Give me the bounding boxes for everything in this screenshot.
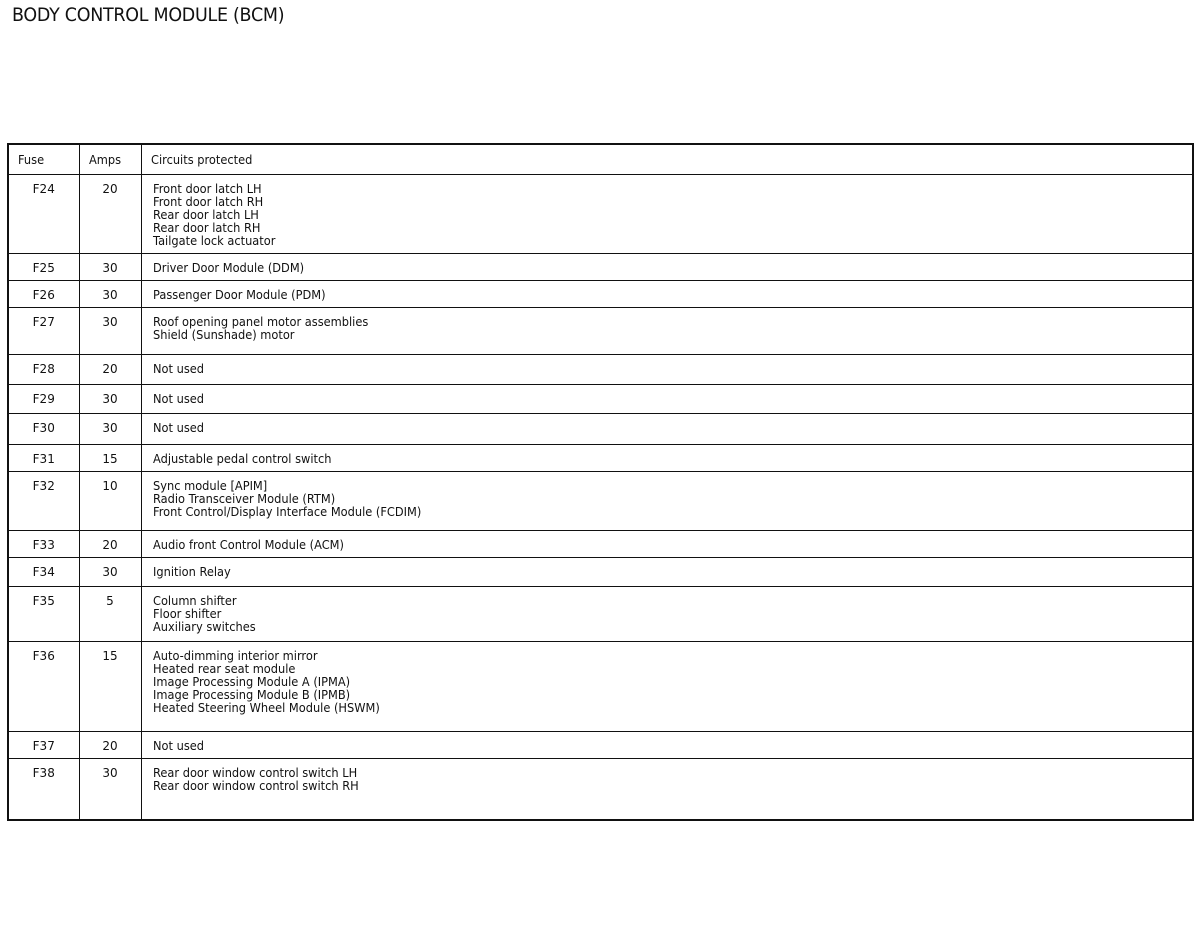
circuits-cell — [141, 175, 1193, 254]
circuit-line: Heated rear seat module — [152, 662, 295, 676]
circuit-line: Image Processing Module A (IPMA) — [152, 675, 350, 689]
circuit-line: Auto-dimming interior mirror — [152, 649, 318, 663]
circuits-cell — [141, 385, 1193, 414]
circuit-line: Passenger Door Module (PDM) — [152, 288, 326, 302]
amps-cell: 30 — [79, 414, 141, 445]
circuits-cell — [141, 642, 1193, 732]
column-header-fuse: Fuse — [8, 144, 79, 175]
amps-cell: 20 — [79, 732, 141, 759]
circuits-cell — [141, 281, 1193, 308]
fuse-cell: F31 — [8, 445, 79, 472]
table-row — [8, 531, 1193, 558]
amps-cell: 30 — [79, 759, 141, 820]
table-row — [8, 308, 1193, 355]
table-row — [8, 558, 1193, 587]
fuse-cell: F27 — [8, 308, 79, 355]
fuse-cell: F28 — [8, 355, 79, 385]
circuit-line: Front door latch LH — [152, 182, 262, 196]
fuse-cell: F37 — [8, 732, 79, 759]
fuse-table — [7, 143, 1194, 821]
circuit-line: Heated Steering Wheel Module (HSWM) — [152, 701, 380, 715]
table-row — [8, 175, 1193, 254]
fuse-cell: F26 — [8, 281, 79, 308]
circuit-line: Driver Door Module (DDM) — [152, 261, 304, 275]
circuits-cell — [141, 308, 1193, 355]
table-row — [8, 445, 1193, 472]
circuit-line: Not used — [152, 392, 204, 406]
circuit-line: Not used — [152, 421, 204, 435]
table-row — [8, 281, 1193, 308]
fuse-cell: F24 — [8, 175, 79, 254]
amps-cell: 30 — [79, 308, 141, 355]
fuse-cell: F35 — [8, 587, 79, 642]
circuit-line: Shield (Sunshade) motor — [152, 328, 294, 342]
circuits-cell — [141, 759, 1193, 820]
table-row — [8, 642, 1193, 732]
circuit-line: Ignition Relay — [152, 565, 231, 579]
amps-cell: 15 — [79, 445, 141, 472]
circuits-cell — [141, 445, 1193, 472]
circuit-line: Floor shifter — [152, 607, 221, 621]
table-row — [8, 355, 1193, 385]
circuit-line: Rear door latch RH — [152, 221, 260, 235]
amps-cell: 20 — [79, 175, 141, 254]
circuit-line: Roof opening panel motor assemblies — [152, 315, 368, 329]
circuit-line: Rear door latch LH — [152, 208, 259, 222]
column-header-amps: Amps — [79, 144, 141, 175]
circuit-line: Auxiliary switches — [152, 620, 256, 634]
circuits-cell — [141, 472, 1193, 531]
circuit-line: Not used — [152, 362, 204, 376]
table-row — [8, 385, 1193, 414]
amps-cell: 30 — [79, 254, 141, 281]
fuse-cell: F32 — [8, 472, 79, 531]
table-row — [8, 732, 1193, 759]
amps-cell: 30 — [79, 558, 141, 587]
fuse-table-body — [8, 175, 1193, 820]
circuit-line: Adjustable pedal control switch — [152, 452, 331, 466]
column-header-circuits: Circuits protected — [141, 144, 1193, 175]
table-row — [8, 414, 1193, 445]
table-row — [8, 254, 1193, 281]
amps-cell: 20 — [79, 355, 141, 385]
table-row — [8, 587, 1193, 642]
circuit-line: Rear door window control switch LH — [152, 766, 357, 780]
table-row — [8, 472, 1193, 531]
circuits-cell — [141, 531, 1193, 558]
circuit-line: Column shifter — [152, 594, 237, 608]
amps-cell: 5 — [79, 587, 141, 642]
circuits-cell — [141, 587, 1193, 642]
table-header-row — [8, 144, 1193, 175]
fuse-cell: F29 — [8, 385, 79, 414]
fuse-cell: F30 — [8, 414, 79, 445]
fuse-cell: F36 — [8, 642, 79, 732]
fuse-cell: F33 — [8, 531, 79, 558]
fuse-cell: F38 — [8, 759, 79, 820]
circuit-line: Not used — [152, 739, 204, 753]
circuits-cell — [141, 732, 1193, 759]
circuits-cell — [141, 254, 1193, 281]
fuse-cell: F34 — [8, 558, 79, 587]
circuit-line: Radio Transceiver Module (RTM) — [152, 492, 335, 506]
circuit-line: Image Processing Module B (IPMB) — [152, 688, 350, 702]
circuit-line: Front Control/Display Interface Module (FCDIM) — [152, 505, 421, 519]
circuits-cell — [141, 355, 1193, 385]
amps-cell: 20 — [79, 531, 141, 558]
circuits-cell — [141, 558, 1193, 587]
circuit-line: Rear door window control switch RH — [152, 779, 359, 793]
amps-cell: 15 — [79, 642, 141, 732]
circuit-line: Tailgate lock actuator — [152, 234, 275, 248]
amps-cell: 10 — [79, 472, 141, 531]
fuse-cell: F25 — [8, 254, 79, 281]
circuit-line: Audio front Control Module (ACM) — [152, 538, 344, 552]
circuit-line: Sync module [APIM] — [152, 479, 267, 493]
amps-cell: 30 — [79, 281, 141, 308]
amps-cell: 30 — [79, 385, 141, 414]
circuits-cell — [141, 414, 1193, 445]
table-row — [8, 759, 1193, 820]
page-title: BODY CONTROL MODULE (BCM) — [12, 4, 285, 26]
circuit-line: Front door latch RH — [152, 195, 263, 209]
